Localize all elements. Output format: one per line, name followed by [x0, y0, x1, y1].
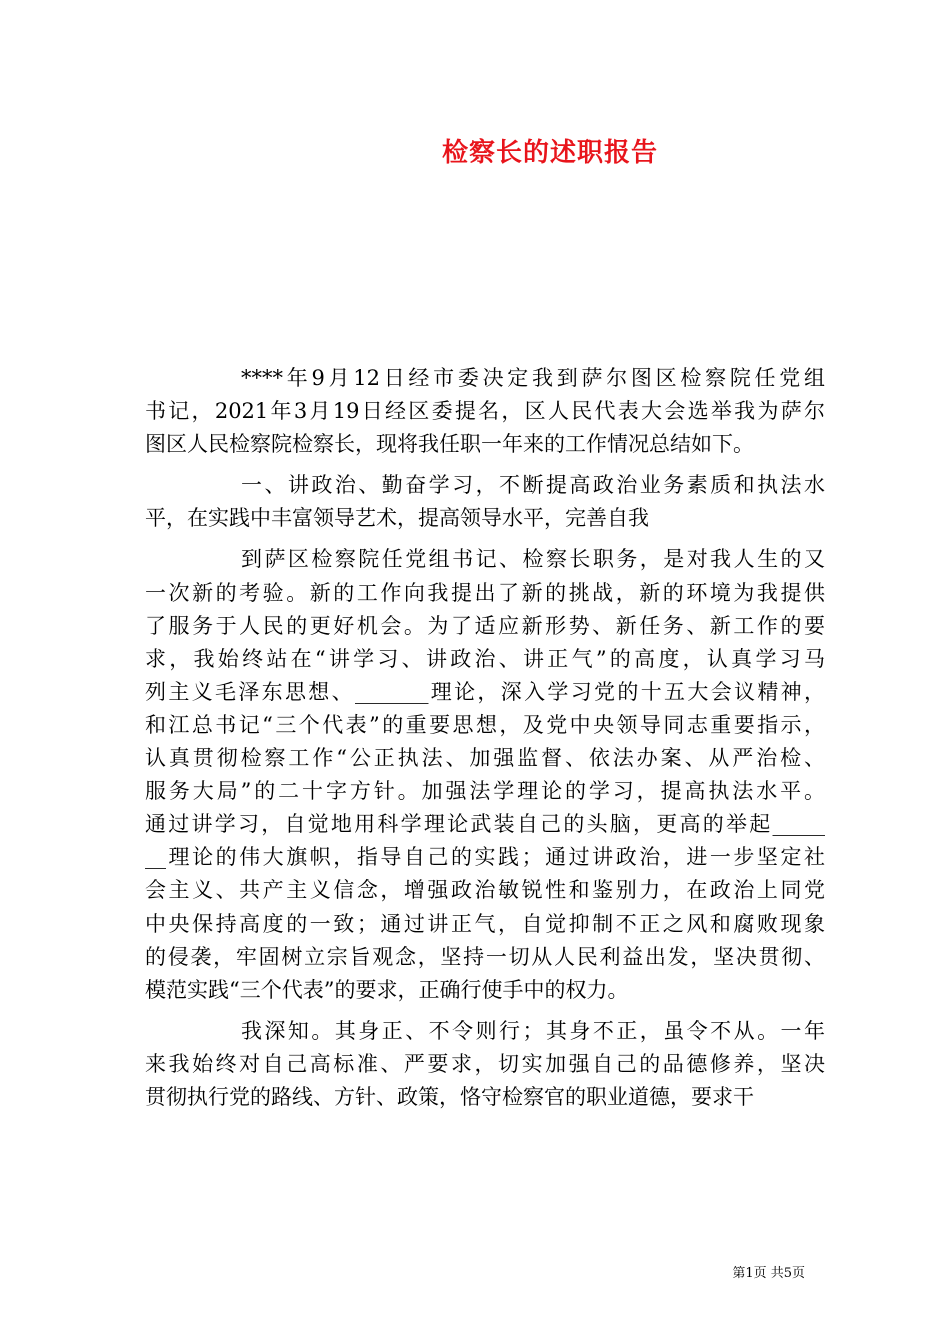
document-title: 检察长的述职报告 — [441, 138, 658, 168]
paragraph-line: 会主义、共产主义信念，增强政治敏锐性和鉴别力，在政治上同党 — [145, 878, 825, 903]
paragraph-line: 书记，2021年3月19日经区委提名，区人民代表大会选举我为萨尔 — [145, 399, 825, 424]
paragraph-line: 到萨区检察院任党组书记、检察长职务，是对我人生的又 — [241, 547, 825, 572]
document-body — [145, 362, 825, 1114]
page-number: 第1页 共5页 — [732, 1266, 805, 1281]
paragraph-line: 列主义毛泽东思想、_______理论，深入学习党的十五大会议精神， — [145, 679, 825, 704]
paragraph — [145, 1015, 825, 1114]
paragraph-line: 认真贯彻检察工作“公正执法、加强监督、依法办案、从严治检、 — [145, 746, 825, 771]
paragraph-line: 我深知。其身正、不令则行；其身不正，虽令不从。一年 — [241, 1018, 825, 1043]
paragraph — [145, 362, 825, 461]
paragraph-line: ****年9月12日经市委决定我到萨尔图区检察院任党组 — [241, 366, 825, 390]
paragraph-gap — [145, 461, 825, 469]
paragraph-gap — [145, 535, 825, 543]
paragraph-line: 来我始终对自己高标准、严要求，切实加强自己的品德修养，坚决 — [145, 1051, 825, 1076]
paragraph-line: 求，我始终站在“讲学习、讲政治、讲正气”的高度，认真学习马 — [145, 646, 825, 671]
paragraph — [145, 543, 825, 1006]
paragraph-line: __理论的伟大旗帜，指导自己的实践；通过讲政治，进一步坚定社 — [145, 845, 825, 870]
paragraph-line: 的侵袭，牢固树立宗旨观念，坚持一切从人民利益出发，坚决贯彻、 — [145, 944, 825, 969]
paragraph-line: 一次新的考验。新的工作向我提出了新的挑战，新的环境为我提供 — [145, 580, 825, 605]
paragraph — [145, 469, 825, 535]
paragraph-line: 了服务于人民的更好机会。为了适应新形势、新任务、新工作的要 — [145, 613, 825, 638]
paragraph-gap — [145, 1007, 825, 1015]
paragraph-line: 通过讲学习，自觉地用科学理论武装自己的头脑，更高的举起_____ — [145, 812, 825, 837]
paragraph-line: 模范实践“三个代表”的要求，正确行使手中的权力。 — [145, 977, 629, 1002]
paragraph-line: 贯彻执行党的路线、方针、政策，恪守检察官的职业道德，要求干 — [145, 1084, 754, 1109]
paragraph-line: 一、讲政治、勤奋学习，不断提高政治业务素质和执法水 — [241, 473, 825, 498]
paragraph-line: 服务大局”的二十字方针。加强法学理论的学习，提高执法水平。 — [145, 779, 825, 804]
paragraph-line: 图区人民检察院检察长，现将我任职一年来的工作情况总结如下。 — [145, 432, 754, 457]
paragraph-line: 和江总书记“三个代表”的重要思想，及党中央领导同志重要指示， — [145, 712, 825, 737]
paragraph-line: 平，在实践中丰富领导艺术，提高领导水平，完善自我 — [145, 506, 649, 531]
paragraph-line: 中央保持高度的一致；通过讲正气，自觉抑制不正之风和腐败现象 — [145, 911, 825, 936]
